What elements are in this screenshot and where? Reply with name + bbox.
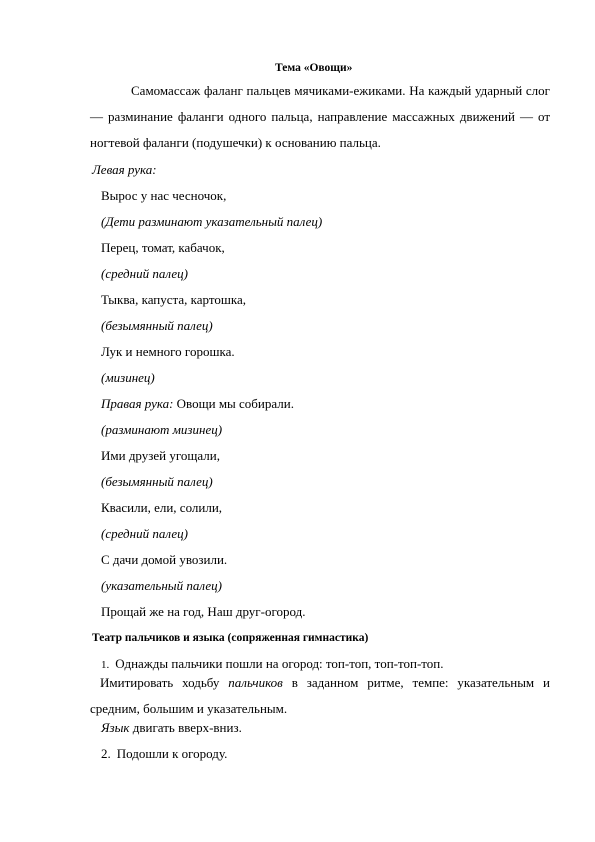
- page-title: Тема «Овощи»: [275, 62, 353, 74]
- imitate-paragraph: [90, 670, 550, 722]
- verse-line-4: Лук и немного горошка.: [101, 344, 235, 359]
- section-heading: Театр пальчиков и языка (сопряженная гимнастика): [92, 632, 369, 644]
- right-hand-line: [101, 396, 294, 412]
- verse-line-8: С дачи домой увозили.: [101, 552, 228, 567]
- finger-note-4: (мизинец): [101, 370, 155, 385]
- intro-paragraph: Самомассаж фаланг пальцев мячиками-ежиками. На каждый ударный слог — разминание фаланги одного пальца, направление массажных движений — от ногтевой фаланги (подушечки) к основанию пальца.: [90, 83, 550, 150]
- verse-line-5: Овощи мы собирали.: [173, 396, 294, 411]
- list-item-2-text: Подошли к огороду.: [116, 746, 228, 761]
- imitate-text-2: в заданном ритме, темпе: указательным и средним, большим и указательным.: [90, 675, 550, 716]
- verse-line-6: Ими друзей угощали,: [101, 448, 220, 463]
- right-hand-label: Правая рука:: [101, 396, 174, 411]
- verse-line-9: Прощай же на год, Наш друг-огород.: [101, 604, 306, 619]
- verse-line-7: Квасили, ели, солили,: [101, 500, 223, 515]
- finger-note-3: (безымянный палец): [101, 318, 213, 333]
- tongue-text: двигать вверх-вниз.: [129, 720, 242, 735]
- finger-note-7: (средний палец): [101, 526, 188, 541]
- verse-line-1: Вырос у нас чесночок,: [101, 188, 227, 203]
- list-item-1-text: Однажды пальчики пошли на огород: топ-топ, топ-топ-топ.: [115, 656, 444, 671]
- verse-line-3: Тыква, капуста, картошка,: [101, 292, 247, 307]
- finger-note-5: (разминают мизинец): [101, 422, 223, 437]
- finger-note-8: (указательный палец): [101, 578, 222, 593]
- verse-line-2: Перец, томат, кабачок,: [101, 240, 225, 255]
- list-item-2: [101, 746, 227, 762]
- tongue-line: [101, 720, 242, 736]
- imitate-text-italic: пальчиков: [228, 675, 283, 690]
- finger-note-6: (безымянный палец): [101, 474, 213, 489]
- list-item-2-number: 2.: [101, 746, 111, 761]
- list-item-1-number: 1.: [101, 659, 110, 671]
- finger-note-2: (средний палец): [101, 266, 188, 281]
- tongue-label: Язык: [101, 720, 130, 735]
- left-hand-label: Левая рука:: [92, 162, 157, 177]
- finger-note-1: (Дети разминают указательный палец): [101, 214, 323, 229]
- imitate-text-1: Имитировать ходьбу: [100, 675, 229, 690]
